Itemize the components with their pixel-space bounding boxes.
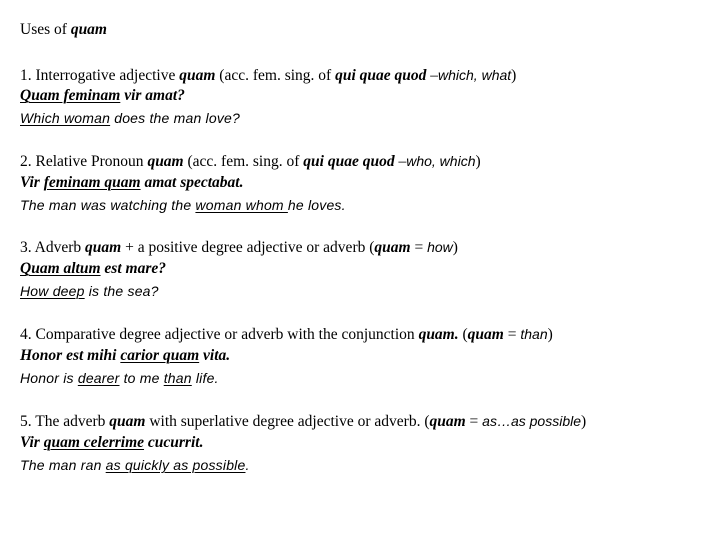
english-text: he loves. (287, 197, 346, 213)
english-underlined: How deep (20, 283, 85, 299)
heading-text: ) (581, 413, 587, 430)
heading-text: 4. Comparative degree adjective or adverb with the conjunction (20, 326, 419, 343)
heading-meaning: who, which (406, 153, 476, 169)
heading-meaning: how (427, 239, 453, 255)
section-5-heading (20, 411, 586, 432)
latin-underlined: Quam feminam (20, 87, 121, 104)
latin-underlined: feminam quam (43, 174, 141, 191)
heading-text: ) (547, 326, 553, 343)
heading-keyword: quam (374, 239, 411, 256)
section-4-latin (20, 346, 230, 366)
latin-underlined: carior quam (120, 347, 200, 364)
heading-text: ( (458, 326, 468, 343)
heading-text: = (465, 413, 483, 430)
heading-text: 2. Relative Pronoun (20, 153, 148, 170)
heading-text: ) (452, 239, 458, 256)
english-text: does the man love? (110, 110, 241, 126)
section-2-english (20, 195, 346, 215)
english-text: Honor is (20, 370, 78, 386)
heading-keyword: quam (429, 413, 466, 430)
latin-text: Honor est mihi (20, 347, 121, 364)
heading-text: – (426, 67, 439, 84)
heading-text: – (394, 153, 407, 170)
heading-keyword: qui quae quod (335, 67, 427, 84)
section-5-latin (20, 433, 203, 453)
latin-text: amat spectabat. (140, 174, 244, 191)
heading-text: = (503, 326, 521, 343)
latin-underlined: quam celerrime (43, 434, 145, 451)
section-1-latin (20, 86, 185, 106)
latin-text: Vir (20, 174, 44, 191)
english-text: to me (119, 370, 164, 386)
heading-text: 3. Adverb (20, 239, 86, 256)
section-1-english (20, 108, 240, 128)
section-4-english (20, 368, 219, 388)
heading-keyword: quam. (418, 326, 459, 343)
latin-text: cucurrit. (144, 434, 204, 451)
latin-text: Vir (20, 434, 44, 451)
latin-text: vita. (199, 347, 231, 364)
latin-underlined: Quam altum (20, 260, 101, 277)
latin-text: est mare? (100, 260, 166, 277)
heading-text: ) (511, 67, 517, 84)
heading-keyword: quam (85, 239, 122, 256)
section-3-english (20, 281, 159, 301)
heading-keyword: quam (179, 67, 216, 84)
section-1-heading (20, 65, 516, 86)
title-prefix: Uses of (20, 21, 71, 38)
heading-text: 1. Interrogative adjective (20, 67, 180, 84)
english-underlined: than (163, 370, 192, 386)
section-3-heading (20, 237, 458, 258)
heading-text: (acc. fem. sing. of (183, 153, 304, 170)
heading-text: ) (475, 153, 481, 170)
english-underlined: woman whom (195, 197, 288, 213)
english-text: is the sea? (84, 283, 159, 299)
document-title (20, 20, 107, 40)
english-text: The man was watching the (20, 197, 196, 213)
title-keyword: quam (70, 21, 107, 38)
section-4-heading (20, 324, 553, 345)
heading-meaning: which, what (438, 67, 512, 83)
heading-keyword: quam (467, 326, 504, 343)
heading-keyword: quam (109, 413, 146, 430)
english-underlined: as quickly as possible (105, 457, 246, 473)
english-text: . (245, 457, 250, 473)
section-3-latin (20, 259, 166, 279)
heading-keyword: quam (147, 153, 184, 170)
latin-text: vir amat? (120, 87, 185, 104)
english-text: The man ran (20, 457, 106, 473)
section-5-english (20, 455, 250, 475)
heading-text: = (410, 239, 428, 256)
heading-text: 5. The adverb (20, 413, 110, 430)
heading-text: (acc. fem. sing. of (215, 67, 336, 84)
english-underlined: Which woman (20, 110, 111, 126)
section-2-latin (20, 173, 244, 193)
english-text: life. (191, 370, 219, 386)
heading-keyword: qui quae quod (303, 153, 395, 170)
section-2-heading (20, 151, 481, 172)
heading-text: + a positive degree adjective or adverb ( (121, 239, 375, 256)
heading-meaning: than (520, 326, 548, 342)
heading-meaning: as…as possible (482, 413, 581, 429)
english-underlined: dearer (77, 370, 120, 386)
heading-text: with superlative degree adjective or adverb. ( (145, 413, 430, 430)
